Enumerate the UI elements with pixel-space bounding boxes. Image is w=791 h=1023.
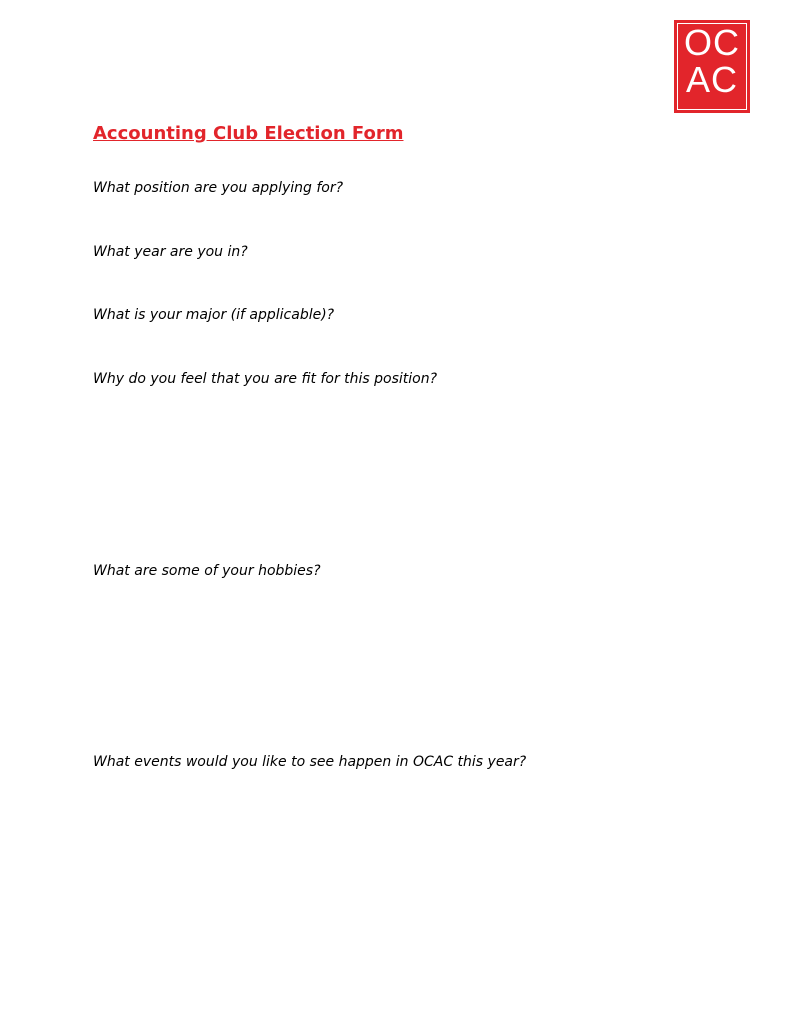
question-hobbies: What are some of your hobbies? bbox=[93, 563, 321, 579]
ocac-logo bbox=[674, 20, 750, 113]
question-fit-for-position: Why do you feel that you are fit for this position? bbox=[93, 371, 438, 387]
question-position: What position are you applying for? bbox=[93, 180, 344, 196]
logo-text-line-2: AC bbox=[685, 59, 738, 100]
form-title: Accounting Club Election Form bbox=[93, 123, 404, 144]
question-events: What events would you like to see happen in OCAC this year? bbox=[93, 754, 527, 770]
question-major: What is your major (if applicable)? bbox=[93, 307, 335, 323]
question-year: What year are you in? bbox=[93, 244, 248, 260]
logo-text-line-1: OC bbox=[684, 22, 740, 63]
